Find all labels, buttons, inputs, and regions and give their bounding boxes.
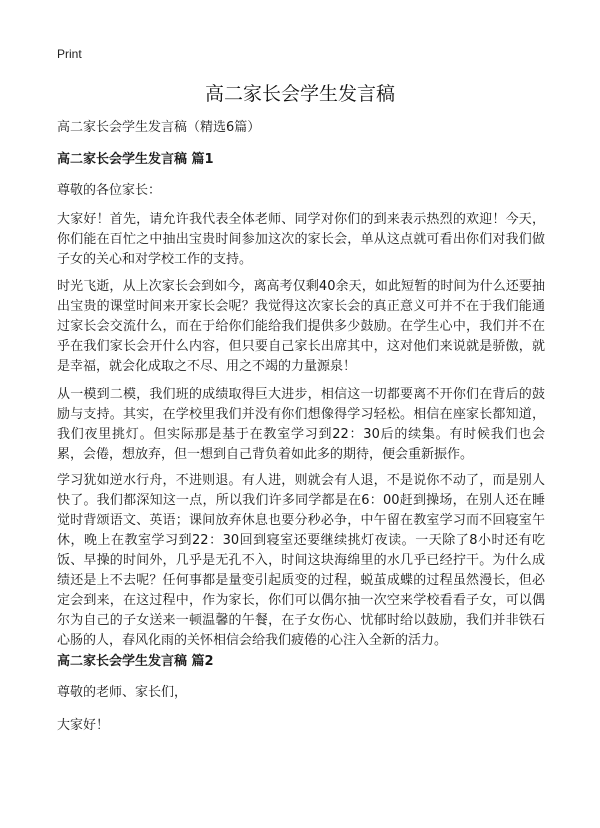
document-title: 高二家长会学生发言稿 <box>204 83 395 105</box>
paragraph-1-3: 从一模到二模，我们班的成绩取得巨大进步，相信这一切都要离不开你们在背后的鼓励与支持。其实，在学校里我们并没有你们想像得学习轻松。相信在座家长都知道，我们夜里挑灯。但实际那是基于在教室学习到22：30后的续集。有时候我们也会累，会倦，想放弃，但一想到自己背负着如此多的期待，便会重新振作。 <box>57 387 545 462</box>
paragraph-1-4: 学习犹如逆水行舟，不进则退。有人进，则就会有人退，不是说你不动了，而是别人快了。我们都深知这一点，所以我们许多同学都是在6：00赶到操场，在别人还在睡觉时背颂语文、英语；课间放弃休息也要分秒必争，中午留在教室学习而不回寝室午休，晚上在教室学习到22：30回到寝室还要继续挑灯夜读。一天除了8小时还有吃饭、早操的时间外，几乎是无孔不入，时间这块海绵里的水几乎已经拧干。为什么成绩还是上不去呢？任何事都是量变引起质变的过程，蜕茧成蝶的过程虽然漫长，但必定会到来，在这过程中，作为家长，你们可以偶尔抽一次空来学校看看子女，可以偶尔为自己的子女送来一顿温馨的午餐，在子女伤心、忧郁时给以鼓励，我们并非铁石心肠的人，春风化雨的关怀相信会给我们疲倦的心注入全新的活力。 <box>57 473 545 648</box>
greeting-1: 尊敬的各位家长： <box>57 183 162 198</box>
section-heading-2: 高二家长会学生发言稿 篇2 <box>57 654 214 669</box>
paragraph-1-1: 大家好！首先，请允许我代表全体老师、同学对你们的到来表示热烈的欢迎！今天，你们能在百忙之中抽出宝贵时间参加这次的家长会，单从这点就可看出你们对我们做子女的关心和对学校工作的支持。 <box>57 212 545 267</box>
section-heading-1: 高二家长会学生发言稿 篇1 <box>57 152 214 167</box>
greeting-2: 尊敬的老师、家长们， <box>57 685 188 700</box>
paragraph-1-2: 时光飞逝，从上次家长会到如今，离高考仅剩40余天，如此短暂的时间为什么还要抽出宝贵的课堂时间来开家长会呢？我觉得这次家长会的真正意义可并不在于我们能通过家长会交流什么，而在于给你们能给我们提供多少鼓励。在学生心中，我们并不在乎在我们家长会开什么内容，但只要自己家长出席其中，这对他们来说就是骄傲，就是幸福，就会化成取之不尽、用之不竭的力量源泉！ <box>57 279 545 374</box>
print-link[interactable]: Print <box>57 47 82 61</box>
document-subtitle: 高二家长会学生发言稿（精选6篇） <box>57 120 261 135</box>
paragraph-2-1: 大家好！ <box>57 718 110 733</box>
